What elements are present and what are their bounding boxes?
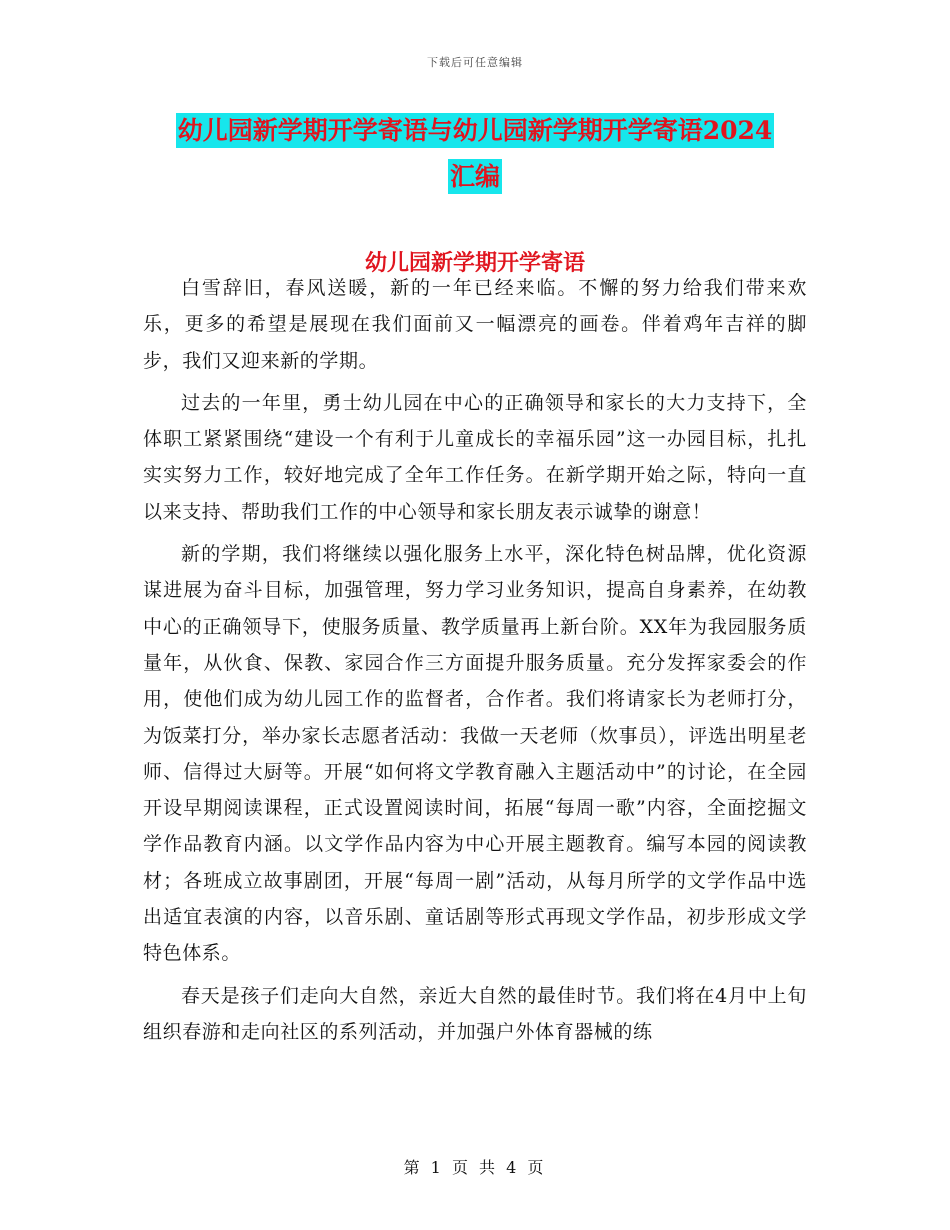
body-text — [143, 270, 807, 1056]
document-title — [140, 108, 810, 200]
paragraph-3: 新的学期，我们将继续以强化服务上水平，深化特色树品牌，优化资源谋进展为奋斗目标，加强管理，努力学习业务知识，提高自身素养，在幼教中心的正确领导下，使服务质量、教学质量再上新台阶。XX年为我园服务质量年，从伙食、保教、家园合作三方面提升服务质量。充分发挥家委会的作用，使他们成为幼儿园工作的监督者，合作者。我们将请家长为老师打分，为饭菜打分，举办家长志愿者活动：我做一天老师（炊事员），评选出明星老师、信得过大厨等。开展“如何将文学教育融入主题活动中”的讨论，在全园开设早期阅读课程，正式设置阅读时间，拓展“每周一歌”内容，全面挖掘文学作品教育内涵。以文学作品内容为中心开展主题教育。编写本园的阅读教材；各班成立故事剧团，开展“每周一剧”活动，从每月所学的文学作品中选出适宜表演的内容，以音乐剧、童话剧等形式再现文学作品，初步形成文学特色体系。 — [143, 543, 807, 965]
paragraph-2: 过去的一年里，勇士幼儿园在中心的正确领导和家长的大力支持下，全体职工紧紧围绕“建设一个有利于儿童成长的幸福乐园”这一办园目标，扎扎实实努力工作，较好地完成了全年工作任务。在新学期开始之际，特向一直以来支持、帮助我们工作的中心领导和家长朋友表示诚挚的谢意！ — [143, 391, 807, 523]
document-title-line-1: 幼儿园新学期开学寄语与幼儿园新学期开学寄语2024 — [176, 113, 775, 148]
page-number: 第 1 页 共 4 页 — [403, 1158, 547, 1177]
paragraph-4: 春天是孩子们走向大自然，亲近大自然的最佳时节。我们将在4月中上旬组织春游和走向社区的系列活动，并加强户外体育器械的练 — [143, 984, 807, 1043]
section-title: 幼儿园新学期开学寄语 — [364, 250, 585, 276]
paragraph-1: 白雪辞旧，春风送暖，新的一年已经来临。不懈的努力给我们带来欢乐，更多的希望是展现在我们面前又一幅漂亮的画卷。伴着鸡年吉祥的脚步，我们又迎来新的学期。 — [143, 277, 807, 372]
document-title-line-2: 汇编 — [448, 159, 502, 194]
header-note: 下载后可任意编辑 — [427, 56, 523, 69]
